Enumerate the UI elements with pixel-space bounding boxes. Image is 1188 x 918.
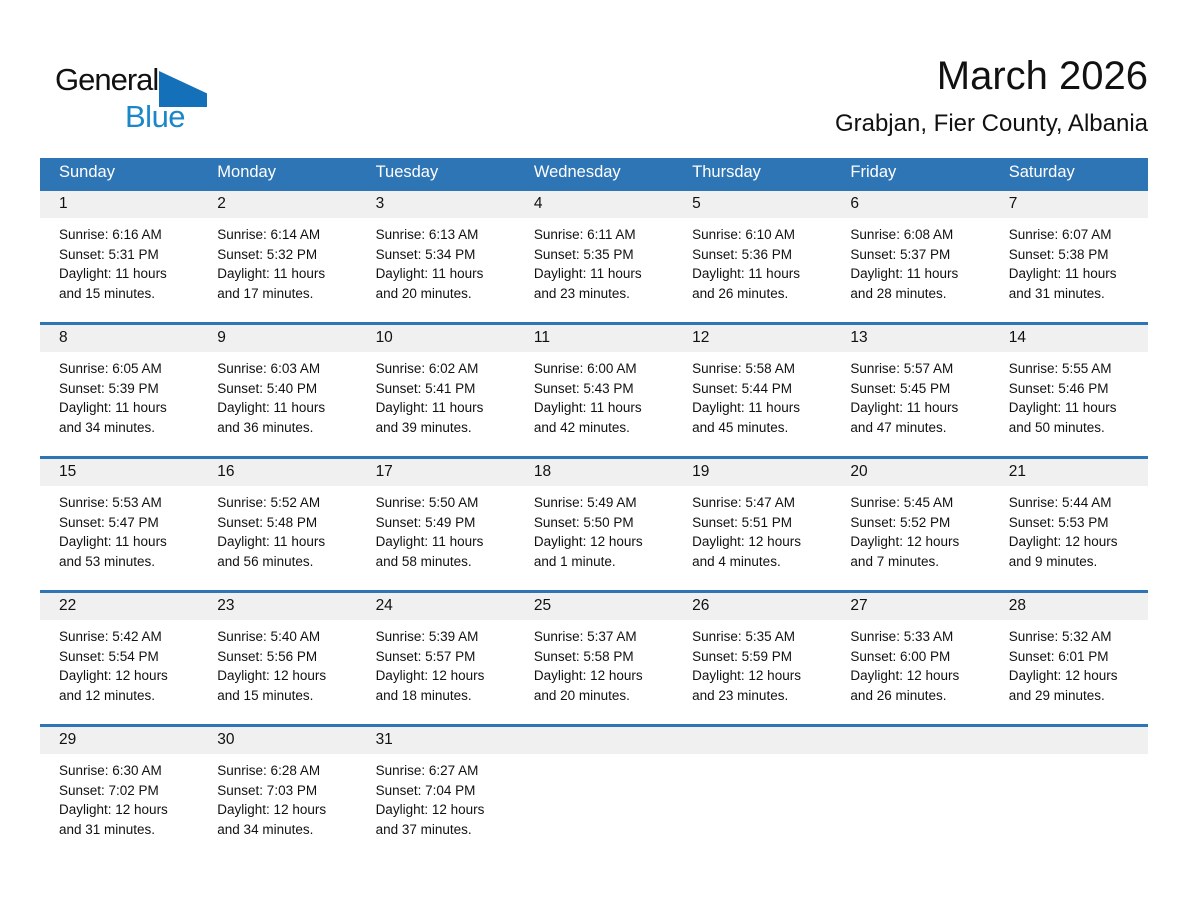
day-number: 3 [357,191,515,218]
day-details [357,352,515,456]
daylight-text-cont: and 56 minutes. [217,553,314,569]
day-number: 31 [357,727,515,754]
calendar-table [40,158,1148,858]
sunrise-text: Sunrise: 5:47 AM [692,495,795,510]
day-number: 2 [198,191,356,218]
day-number: 18 [515,459,673,486]
day-cell [515,459,673,590]
week-row [40,322,1148,456]
day-number [673,727,831,754]
sunrise-text: Sunrise: 6:00 AM [533,361,637,376]
day-details [515,620,673,724]
daylight-text-cont: and 20 minutes. [533,687,630,703]
empty-day-cell [831,727,989,858]
daylight-text-cont: and 53 minutes. [59,553,156,569]
daylight-text: Daylight: 11 hours [692,266,800,281]
day-details [198,754,356,858]
day-details [831,620,989,724]
day-details [990,352,1148,456]
daylight-text-cont: and 15 minutes. [217,687,314,703]
sunset-text: Sunset: 5:56 PM [217,648,318,664]
logo-blue-text: Blue [125,99,186,134]
daylight-text-cont: and 1 minute. [533,553,616,569]
day-number: 16 [198,459,356,486]
page-header [40,0,1148,158]
daylight-text: Daylight: 12 hours [1008,534,1118,549]
daylight-text: Daylight: 12 hours [692,668,801,683]
day-cell [673,191,831,322]
day-number [831,727,989,754]
weekday-header-monday: Monday [217,163,276,181]
empty-day-cell [515,727,673,858]
sunset-text: Sunset: 5:50 PM [533,514,634,530]
day-cell [198,459,356,590]
sunset-text: Sunset: 5:32 PM [217,246,318,262]
sunrise-text: Sunrise: 6:02 AM [375,361,479,376]
daylight-text-cont: and 17 minutes. [217,285,314,301]
sunrise-text: Sunrise: 6:27 AM [375,763,479,778]
day-details [357,754,515,858]
page-title: March 2026 [936,54,1148,98]
daylight-text: Daylight: 12 hours [533,668,643,683]
sunrise-text: Sunrise: 6:13 AM [375,227,479,242]
sunrise-text: Sunrise: 6:05 AM [59,361,162,376]
sunset-text: Sunset: 7:02 PM [59,782,159,798]
sunset-text: Sunset: 7:03 PM [217,782,318,798]
daylight-text: Daylight: 12 hours [850,534,960,549]
title-block [448,54,1148,138]
sunrise-text: Sunrise: 6:16 AM [59,227,162,242]
sunset-text: Sunset: 5:36 PM [692,246,792,262]
day-details [673,754,831,858]
day-details [515,486,673,590]
daylight-text: Daylight: 11 hours [1008,266,1117,281]
daylight-text: Daylight: 11 hours [850,400,959,415]
daylight-text: Daylight: 12 hours [217,668,327,683]
week-row [40,188,1148,322]
day-cell [515,325,673,456]
week-row [40,590,1148,724]
day-cell [990,191,1148,322]
sunrise-text: Sunrise: 5:44 AM [1008,495,1112,510]
daylight-text-cont: and 37 minutes. [375,821,472,837]
day-details [357,218,515,322]
day-number: 1 [40,191,198,218]
daylight-text: Daylight: 12 hours [375,668,485,683]
daylight-text: Daylight: 11 hours [533,400,642,415]
daylight-text: Daylight: 12 hours [533,534,643,549]
day-number: 15 [40,459,198,486]
day-number: 28 [990,593,1148,620]
daylight-text: Daylight: 12 hours [850,668,960,683]
sunrise-text: Sunrise: 5:52 AM [217,495,321,510]
day-cell [198,191,356,322]
sunrise-text: Sunrise: 5:55 AM [1008,361,1112,376]
day-number: 4 [515,191,673,218]
day-cell [831,191,989,322]
day-cell [515,191,673,322]
daylight-text-cont: and 9 minutes. [1008,553,1098,569]
day-details [990,754,1148,858]
day-cell [990,459,1148,590]
daylight-text: Daylight: 12 hours [59,668,168,683]
daylight-text-cont: and 12 minutes. [59,687,156,703]
sunrise-text: Sunrise: 5:57 AM [850,361,954,376]
sunrise-text: Sunrise: 6:11 AM [533,227,636,242]
sunset-text: Sunset: 5:51 PM [692,514,792,530]
sunset-text: Sunset: 5:39 PM [59,380,159,396]
day-cell [40,191,198,322]
week-row [40,724,1148,858]
sunset-text: Sunset: 5:45 PM [850,380,951,396]
day-cell [357,325,515,456]
day-number: 6 [831,191,989,218]
daylight-text-cont: and 45 minutes. [692,419,789,435]
day-cell [673,325,831,456]
day-details [40,486,198,590]
daylight-text-cont: and 29 minutes. [1008,687,1105,703]
day-details [673,620,831,724]
day-details [198,352,356,456]
sunset-text: Sunset: 5:41 PM [375,380,476,396]
daylight-text-cont: and 47 minutes. [850,419,947,435]
daylight-text: Daylight: 11 hours [375,534,484,549]
sunrise-text: Sunrise: 6:10 AM [692,227,795,242]
day-details [198,620,356,724]
daylight-text: Daylight: 12 hours [217,802,327,817]
daylight-text: Daylight: 11 hours [1008,400,1117,415]
day-details [831,486,989,590]
day-details [831,352,989,456]
day-details [198,486,356,590]
sunset-text: Sunset: 5:31 PM [59,246,159,262]
day-cell [831,593,989,724]
day-details [831,754,989,858]
day-details [990,486,1148,590]
day-number: 21 [990,459,1148,486]
daylight-text: Daylight: 11 hours [59,266,167,281]
day-cell [198,325,356,456]
day-cell [673,459,831,590]
sunset-text: Sunset: 5:43 PM [533,380,634,396]
daylight-text-cont: and 26 minutes. [692,285,789,301]
day-number: 14 [990,325,1148,352]
day-details [515,218,673,322]
weekday-header-row [40,158,1148,188]
general-blue-logo [55,62,225,150]
day-details [40,754,198,858]
sunset-text: Sunset: 5:57 PM [375,648,476,664]
day-number: 17 [357,459,515,486]
sunset-text: Sunset: 5:59 PM [692,648,792,664]
day-cell [831,459,989,590]
sunset-text: Sunset: 5:40 PM [217,380,318,396]
sunrise-text: Sunrise: 5:32 AM [1008,629,1112,644]
daylight-text-cont: and 39 minutes. [375,419,472,435]
daylight-text-cont: and 23 minutes. [533,285,630,301]
daylight-text-cont: and 42 minutes. [533,419,630,435]
sunrise-text: Sunrise: 5:49 AM [533,495,637,510]
weekday-header-wednesday: Wednesday [533,163,621,181]
daylight-text-cont: and 34 minutes. [217,821,314,837]
sunset-text: Sunset: 6:01 PM [1008,648,1109,664]
day-number: 19 [673,459,831,486]
daylight-text-cont: and 7 minutes. [850,553,939,569]
day-cell [198,593,356,724]
sunset-text: Sunset: 5:44 PM [692,380,792,396]
day-number: 29 [40,727,198,754]
daylight-text: Daylight: 11 hours [217,266,326,281]
day-details [40,352,198,456]
day-number: 13 [831,325,989,352]
day-details [831,218,989,322]
day-cell [40,593,198,724]
daylight-text-cont: and 4 minutes. [692,553,781,569]
day-details [990,218,1148,322]
sunset-text: Sunset: 5:53 PM [1008,514,1109,530]
sunset-text: Sunset: 5:48 PM [217,514,318,530]
daylight-text-cont: and 36 minutes. [217,419,314,435]
day-cell [990,325,1148,456]
sunset-text: Sunset: 5:37 PM [850,246,951,262]
day-details [515,352,673,456]
daylight-text-cont: and 28 minutes. [850,285,947,301]
calendar-weeks [40,188,1148,858]
sunrise-text: Sunrise: 6:14 AM [217,227,321,242]
daylight-text: Daylight: 11 hours [375,400,484,415]
sunrise-text: Sunrise: 5:45 AM [850,495,954,510]
day-details [357,486,515,590]
day-cell [831,325,989,456]
daylight-text-cont: and 50 minutes. [1008,419,1105,435]
daylight-text-cont: and 58 minutes. [375,553,472,569]
daylight-text-cont: and 26 minutes. [850,687,947,703]
sunrise-text: Sunrise: 5:35 AM [692,629,795,644]
day-number: 5 [673,191,831,218]
sunset-text: Sunset: 5:35 PM [533,246,634,262]
daylight-text: Daylight: 11 hours [217,400,326,415]
sunset-text: Sunset: 5:54 PM [59,648,159,664]
daylight-text: Daylight: 11 hours [59,534,167,549]
day-number: 24 [357,593,515,620]
daylight-text: Daylight: 11 hours [692,400,800,415]
daylight-text-cont: and 20 minutes. [375,285,472,301]
sunrise-text: Sunrise: 5:58 AM [692,361,795,376]
weekday-header-thursday: Thursday [692,163,761,181]
day-cell [40,325,198,456]
day-number [990,727,1148,754]
day-number: 27 [831,593,989,620]
daylight-text: Daylight: 11 hours [375,266,484,281]
day-number [515,727,673,754]
day-number: 30 [198,727,356,754]
day-cell [40,727,198,858]
sunset-text: Sunset: 5:47 PM [59,514,159,530]
day-number: 26 [673,593,831,620]
day-cell [673,593,831,724]
daylight-text: Daylight: 12 hours [692,534,801,549]
sunset-text: Sunset: 6:00 PM [850,648,951,664]
day-number: 12 [673,325,831,352]
sunset-text: Sunset: 5:58 PM [533,648,634,664]
sunrise-text: Sunrise: 6:08 AM [850,227,954,242]
empty-day-cell [990,727,1148,858]
sunrise-text: Sunrise: 6:28 AM [217,763,321,778]
sunrise-text: Sunrise: 6:03 AM [217,361,321,376]
day-details [673,218,831,322]
weekday-header-tuesday: Tuesday [375,163,439,181]
sunset-text: Sunset: 5:49 PM [375,514,476,530]
day-number: 9 [198,325,356,352]
daylight-text-cont: and 31 minutes. [1008,285,1105,301]
day-cell [357,191,515,322]
sunrise-text: Sunrise: 6:07 AM [1008,227,1112,242]
day-number: 8 [40,325,198,352]
sunrise-text: Sunrise: 5:39 AM [375,629,479,644]
sunset-text: Sunset: 5:34 PM [375,246,476,262]
daylight-text-cont: and 34 minutes. [59,419,156,435]
sunset-text: Sunset: 5:52 PM [850,514,951,530]
daylight-text: Daylight: 12 hours [375,802,485,817]
sunset-text: Sunset: 7:04 PM [375,782,476,798]
sunrise-text: Sunrise: 5:33 AM [850,629,954,644]
day-cell [990,593,1148,724]
day-number: 7 [990,191,1148,218]
day-details [673,486,831,590]
sunrise-text: Sunrise: 5:50 AM [375,495,479,510]
day-number: 23 [198,593,356,620]
sunrise-text: Sunrise: 5:53 AM [59,495,162,510]
day-number: 10 [357,325,515,352]
day-details [40,620,198,724]
daylight-text-cont: and 23 minutes. [692,687,789,703]
day-number: 20 [831,459,989,486]
daylight-text: Daylight: 12 hours [1008,668,1118,683]
sunrise-text: Sunrise: 5:37 AM [533,629,637,644]
day-cell [357,593,515,724]
daylight-text: Daylight: 12 hours [59,802,168,817]
sunrise-text: Sunrise: 5:42 AM [59,629,162,644]
day-cell [198,727,356,858]
day-details [990,620,1148,724]
daylight-text: Daylight: 11 hours [217,534,326,549]
weekday-header-friday: Friday [850,163,897,181]
day-details [40,218,198,322]
weekday-header-sunday: Sunday [59,163,115,181]
daylight-text: Daylight: 11 hours [533,266,642,281]
daylight-text-cont: and 18 minutes. [375,687,472,703]
sunrise-text: Sunrise: 5:40 AM [217,629,321,644]
sunrise-text: Sunrise: 6:30 AM [59,763,162,778]
day-cell [40,459,198,590]
day-details [673,352,831,456]
week-row [40,456,1148,590]
sunset-text: Sunset: 5:38 PM [1008,246,1109,262]
day-number: 22 [40,593,198,620]
weekday-header-saturday: Saturday [1008,163,1075,181]
day-cell [357,727,515,858]
sunset-text: Sunset: 5:46 PM [1008,380,1109,396]
day-details [357,620,515,724]
day-details [198,218,356,322]
daylight-text: Daylight: 11 hours [59,400,167,415]
day-details [515,754,673,858]
daylight-text-cont: and 31 minutes. [59,821,156,837]
daylight-text: Daylight: 11 hours [850,266,959,281]
page-subtitle: Grabjan, Fier County, Albania [834,110,1148,137]
empty-day-cell [673,727,831,858]
day-cell [357,459,515,590]
day-number: 25 [515,593,673,620]
logo-general-text: General [55,62,159,97]
day-number: 11 [515,325,673,352]
day-cell [515,593,673,724]
daylight-text-cont: and 15 minutes. [59,285,156,301]
